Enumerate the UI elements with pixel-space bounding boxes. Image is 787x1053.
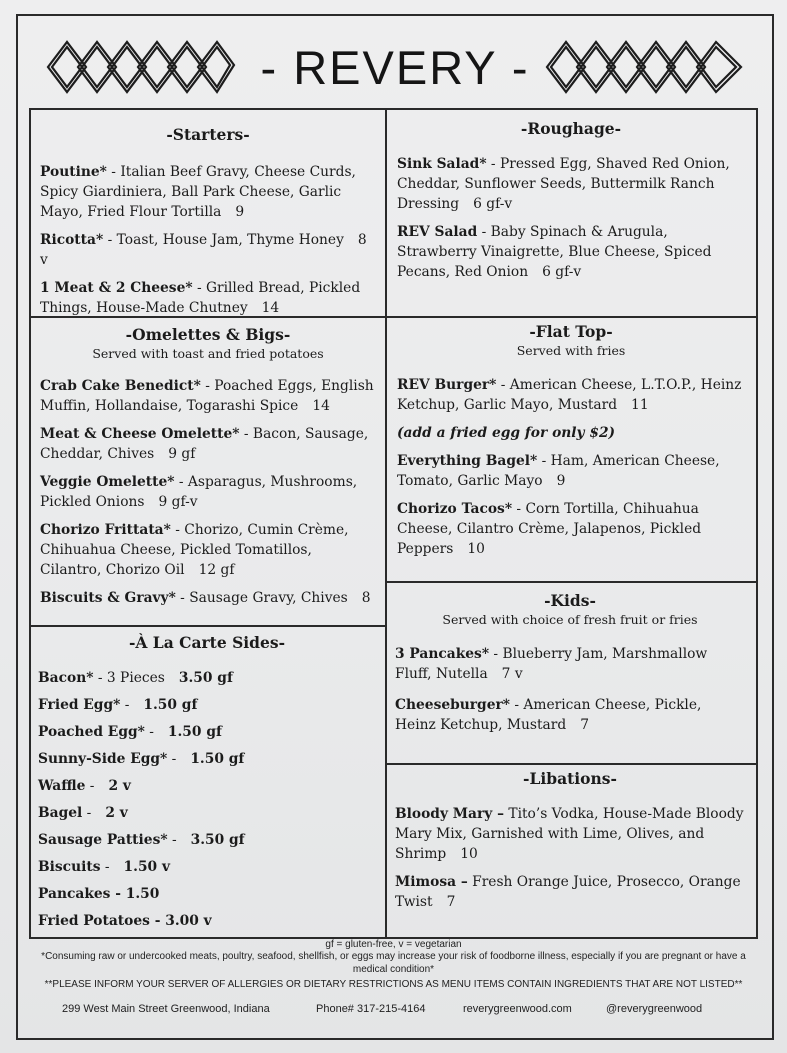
side-item: Fried Egg* - 1.50 gf	[38, 697, 198, 713]
menu-item: Veggie Omelette* - Asparagus, Mushrooms, Pickled Onions 9 gf-v	[40, 474, 358, 510]
website-link[interactable]: reverygreenwood.com	[463, 1003, 572, 1015]
menu-item: Mimosa – Fresh Orange Juice, Prosecco, Orange Twist 7	[395, 874, 741, 910]
roughage-section	[397, 119, 745, 282]
menu-item: Chorizo Tacos* - Corn Tortilla, Chihuahua Cheese, Cilantro Crème, Jalapenos, Pickled Peppers 10	[397, 501, 702, 557]
roughage-title: -Roughage-	[520, 119, 622, 138]
address: 299 West Main Street Greenwood, Indiana	[62, 1003, 270, 1015]
side-item: Waffle - 2 v	[38, 778, 131, 794]
omelettes-section	[40, 325, 376, 608]
allergy-notice: **PLEASE INFORM YOUR SERVER OF ALLERGIES OR DIETARY RESTRICTIONS AS MENU ITEMS CONTAIN INGREDIENTS THAT ARE NOT LISTED**	[44, 979, 743, 990]
phone-number: Phone# 317-215-4164	[316, 1003, 426, 1015]
side-item: Biscuits - 1.50 v	[38, 859, 170, 875]
side-item: Sunny-Side Egg* - 1.50 gf	[38, 751, 245, 767]
social-handle[interactable]: @reverygreenwood	[606, 1003, 703, 1015]
dietary-legend: gf = gluten-free, v = vegetarian	[325, 939, 462, 950]
side-item: Bacon* - 3 Pieces 3.50 gf	[38, 670, 233, 686]
left-divider-sides	[29, 625, 386, 627]
kids-title: -Kids-	[544, 591, 596, 610]
omelettes-subtitle: Served with toast and fried potatoes	[92, 346, 324, 361]
flat-top-title: -Flat Top-	[529, 322, 613, 341]
libations-title: -Libations-	[523, 769, 617, 788]
menu-item: Meat & Cheese Omelette* - Bacon, Sausage, Cheddar, Chives 9 gf	[40, 426, 369, 462]
right-divider-libations	[385, 763, 758, 765]
kids-section	[395, 591, 745, 735]
menu-item: Poutine* - Italian Beef Gravy, Cheese Curds, Spicy Giardiniera, Ball Park Cheese, Garlic Mayo, Fried Flour Tortilla 9	[40, 164, 356, 220]
menu-item: 1 Meat & 2 Cheese* - Grilled Bread, Pickled Things, House-Made Chutney 14	[40, 280, 361, 316]
menu-item: Crab Cake Benedict* - Poached Eggs, English Muffin, Hollandaise, Togarashi Spice 14	[40, 378, 374, 414]
menu-item: Biscuits & Gravy* - Sausage Gravy, Chives 8	[40, 590, 371, 606]
menu-item: Chorizo Frittata* - Chorizo, Cumin Crème, Chihuahua Cheese, Pickled Tomatillos, Cilantro, Chorizo Oil 12 gf	[40, 522, 349, 578]
side-item: Sausage Patties* - 3.50 gf	[38, 832, 245, 848]
menu-item: Everything Bagel* - Ham, American Cheese, Tomato, Garlic Mayo 9	[397, 453, 720, 489]
starters-section	[40, 125, 376, 318]
food-safety-warning: *Consuming raw or undercooked meats, poultry, seafood, shellfish, or eggs may increase your risk of foodborne illness, especially if you are pregnant or have a medical condition*	[41, 951, 746, 975]
restaurant-title: - REVERY -	[260, 41, 530, 94]
menu-item: 3 Pancakes* - Blueberry Jam, Marshmallow Fluff, Nutella 7 v	[395, 646, 708, 682]
right-lattice-ornament	[545, 38, 745, 96]
center-divider	[385, 108, 387, 939]
side-item: Bagel - 2 v	[38, 805, 128, 821]
sides-section	[38, 633, 376, 938]
sides-title: -À La Carte Sides-	[128, 633, 286, 652]
menu-item: Bloody Mary – Tito’s Vodka, House-Made Bloody Mary Mix, Garnished with Lime, Olives, and Shrimp 10	[395, 806, 744, 862]
menu-item: Cheeseburger* - American Cheese, Pickle, Heinz Ketchup, Mustard 7	[395, 697, 702, 733]
flat-top-section	[397, 322, 745, 559]
side-item: Poached Egg* - 1.50 gf	[38, 724, 222, 740]
side-item: Pancakes - 1.50	[38, 886, 160, 902]
fried-egg-note: (add a fried egg for only $2)	[397, 425, 616, 441]
menu-item: REV Burger* - American Cheese, L.T.O.P., Heinz Ketchup, Garlic Mayo, Mustard 11	[397, 377, 742, 413]
flat-top-subtitle: Served with fries	[516, 343, 626, 358]
left-lattice-ornament	[46, 38, 236, 96]
menu-item: Ricotta* - Toast, House Jam, Thyme Honey 8 v	[40, 232, 367, 268]
kids-subtitle: Served with choice of fresh fruit or fries	[442, 612, 698, 627]
omelettes-title: -Omelettes & Bigs-	[125, 325, 291, 344]
right-divider-kids	[385, 581, 758, 583]
libations-section	[395, 769, 745, 912]
starters-title: -Starters-	[166, 125, 250, 144]
menu-item: REV Salad - Baby Spinach & Arugula, Strawberry Vinaigrette, Blue Cheese, Spiced Pecans, Red Onion 6 gf-v	[397, 224, 712, 280]
menu-item: Sink Salad* - Pressed Egg, Shaved Red Onion, Cheddar, Sunflower Seeds, Buttermilk Ranch Dressing 6 gf-v	[397, 156, 730, 212]
side-item: Fried Potatoes - 3.00 v	[38, 913, 212, 929]
